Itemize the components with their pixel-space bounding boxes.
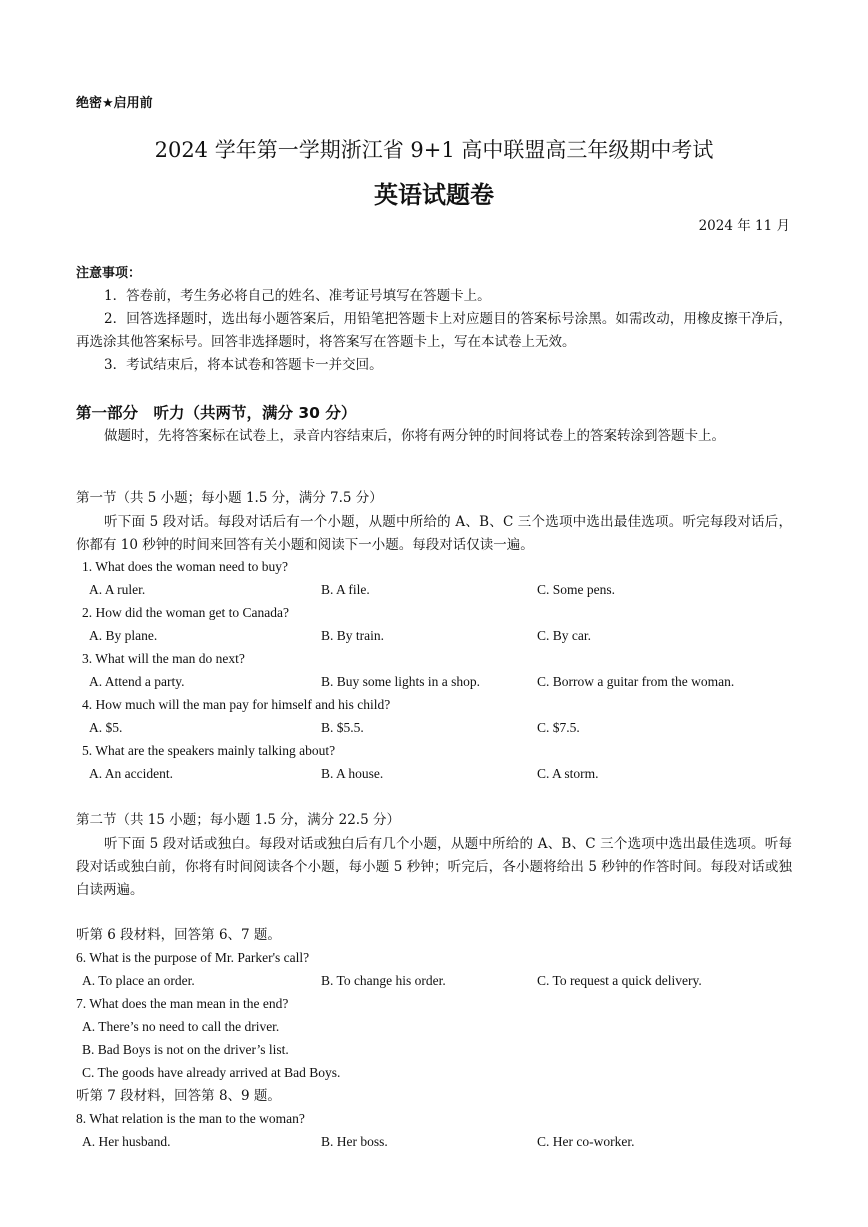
question-5-stem: 5. What are the speakers mainly talking about?	[82, 743, 336, 758]
question-8-stem: 8. What relation is the man to the woman?	[76, 1111, 305, 1126]
question-5-option-c: C. A storm.	[537, 766, 599, 781]
material-7-label: 听第 7 段材料，回答第 8、9 题。	[76, 1088, 281, 1104]
question-1-stem: 1. What does the woman need to buy?	[82, 559, 288, 574]
question-3-stem: 3. What will the man do next?	[82, 651, 245, 666]
question-6-option-c: C. To request a quick delivery.	[537, 973, 702, 988]
exam-title: 2024 学年第一学期浙江省 9+1 高中联盟高三年级期中考试	[154, 138, 714, 162]
question-1-option-c: C. Some pens.	[537, 582, 616, 597]
secret-label: 绝密★启用前	[76, 96, 153, 111]
exam-date: 2024 年 11 月	[698, 218, 790, 234]
question-2-option-c: C. By car.	[537, 628, 591, 643]
question-3-option-c: C. Borrow a guitar from the woman.	[537, 674, 735, 689]
material-6-label: 听第 6 段材料，回答第 6、7 题。	[76, 927, 281, 943]
part1-heading: 第一部分 听力（共两节，满分 30 分）	[76, 404, 357, 422]
question-8-option-c: C. Her co-worker.	[537, 1134, 635, 1149]
question-7-option-c: C. The goods have already arrived at Bad Boys.	[82, 1065, 341, 1080]
question-2-option-b: B. By train.	[321, 628, 384, 643]
question-7-option-b: B. Bad Boys is not on the driver’s list.	[82, 1042, 289, 1057]
question-4-option-a: A. $5.	[89, 720, 123, 735]
question-3-option-b: B. Buy some lights in a shop.	[321, 674, 481, 689]
question-8-option-a: A. Her husband.	[82, 1134, 171, 1149]
question-7-option-a: A. There’s no need to call the driver.	[82, 1019, 280, 1034]
question-4-option-b: B. $5.5.	[321, 720, 364, 735]
question-2-option-a: A. By plane.	[89, 628, 158, 643]
question-5-option-b: B. A house.	[321, 766, 384, 781]
question-5-option-a: A. An accident.	[89, 766, 173, 781]
question-8-option-b: B. Her boss.	[321, 1134, 388, 1149]
question-4-option-c: C. $7.5.	[537, 720, 580, 735]
notice-item-1: 1．答卷前，考生务必将自己的姓名、准考证号填写在答题卡上。	[104, 288, 491, 304]
notice-item-2: 2．回答选择题时，选出每小题答案后，用铅笔把答题卡上对应题目的答案标号涂黑。如需改动，用橡皮擦干净后，再选涂其他答案标号。回答非选择题时，将答案写在答题卡上，写在本试卷上无效。	[76, 311, 792, 350]
question-1-option-a: A. A ruler.	[89, 582, 146, 597]
notice-heading: 注意事项：	[76, 266, 142, 281]
section2-heading: 第二节（共 15 小题；每小题 1.5 分，满分 22.5 分）	[76, 812, 400, 828]
section1-heading: 第一节（共 5 小题；每小题 1.5 分，满分 7.5 分）	[76, 490, 383, 506]
question-6-stem: 6. What is the purpose of Mr. Parker's call?	[76, 950, 310, 965]
notice-item-3: 3．考试结束后，将本试卷和答题卡一并交回。	[104, 357, 383, 373]
question-3-option-a: A. Attend a party.	[89, 674, 185, 689]
question-2-stem: 2. How did the woman get to Canada?	[82, 605, 289, 620]
section2-instructions: 听下面 5 段对话或独白。每段对话或独白后有几个小题，从题中所给的 A、B、C 三个选项中选出最佳选项。听每段对话或独白前，你将有时间阅读各个小题，每小题 5 秒钟；听完后，各小题将给出 5 秒钟的作答时间。每段对话或独白读两遍。	[76, 836, 792, 898]
part1-instructions: 做题时，先将答案标在试卷上，录音内容结束后，你将有两分钟的时间将试卷上的答案转涂到答题卡上。	[104, 428, 725, 444]
question-4-stem: 4. How much will the man pay for himself and his child?	[82, 697, 391, 712]
question-6-option-a: A. To place an order.	[82, 973, 195, 988]
question-7-stem: 7. What does the man mean in the end?	[76, 996, 289, 1011]
question-1-option-b: B. A file.	[321, 582, 370, 597]
exam-subtitle: 英语试题卷	[374, 181, 494, 209]
section1-instructions: 听下面 5 段对话。每段对话后有一个小题，从题中所给的 A、B、C 三个选项中选出最佳选项。听完每段对话后，你都有 10 秒钟的时间来回答有关小题和阅读下一小题。每段对话仅读一遍。	[76, 514, 792, 553]
question-6-option-b: B. To change his order.	[321, 973, 446, 988]
